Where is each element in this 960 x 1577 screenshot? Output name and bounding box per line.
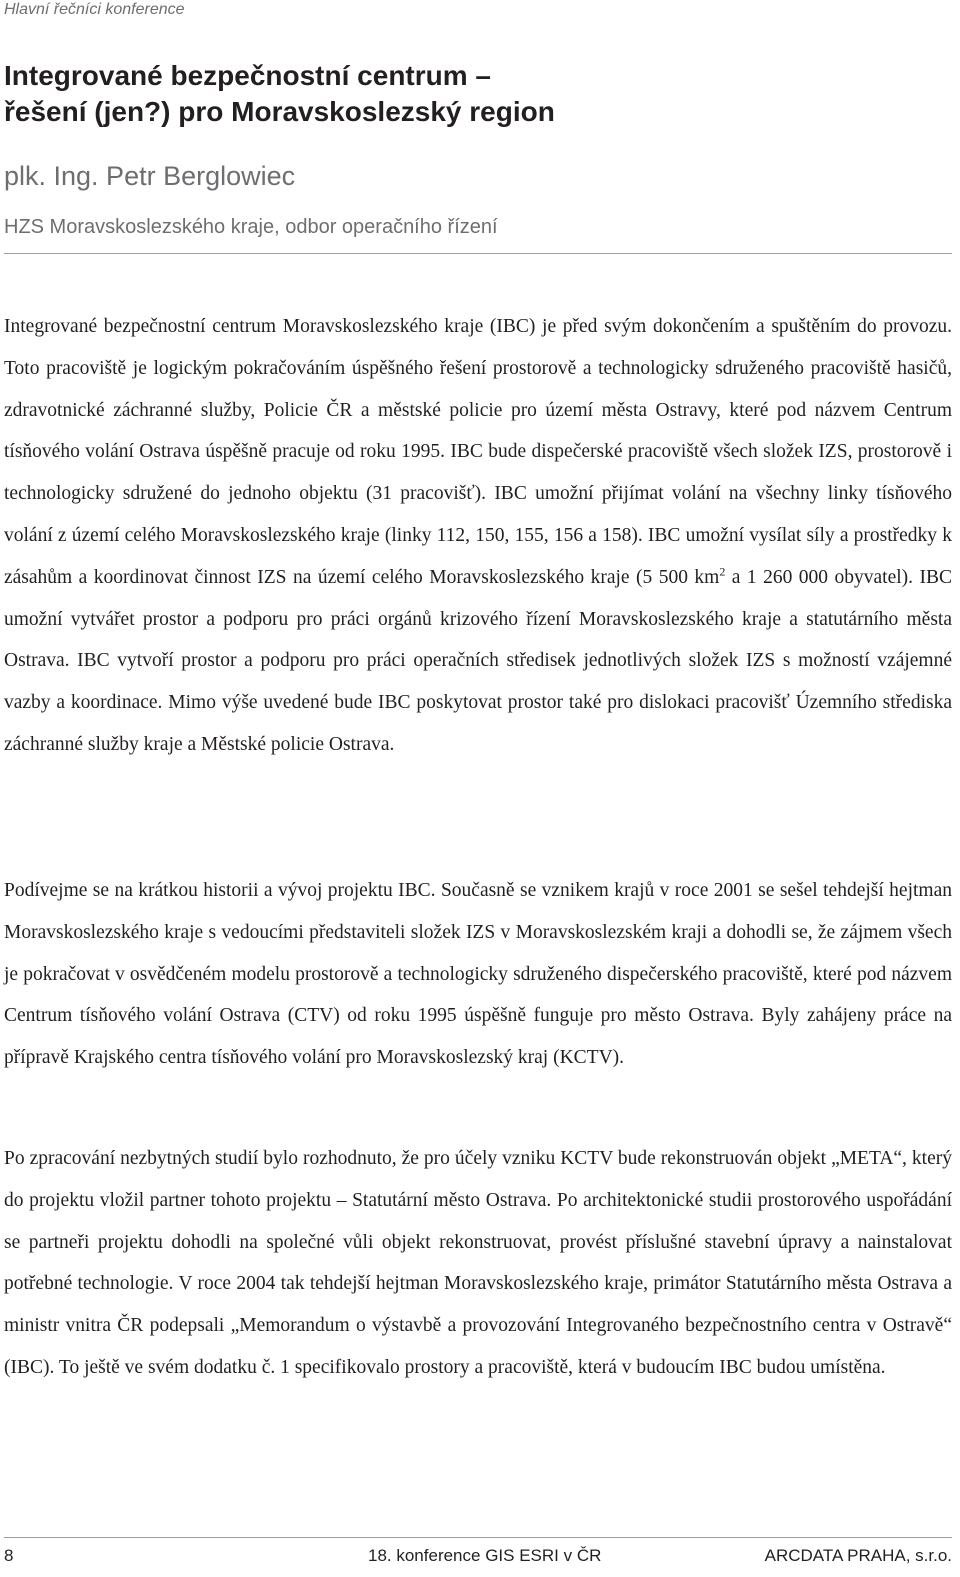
page-number: 8	[4, 1546, 14, 1565]
section-label: Hlavní řečníci konference	[4, 1, 185, 18]
footer-publisher: ARCDATA PRAHA, s.r.o.	[764, 1546, 952, 1565]
paragraph-2: Podívejme se na krátkou historii a vývoj projektu IBC. Současně se vznikem krajů v roce 2001 se sešel tehdejší hejtman Moravskoslezského kraje s vedoucími představiteli složek IZS v Moravskoslezském kraji a dohodli se, že zájmem všech je pokračovat v osvědčeném modelu prostorově a technologicky sdruženého dispečerského pracoviště, které pod názvem Centrum tísňového volání Ostrava (CTV) od roku 1995 úspěšně funguje pro město Ostrava. Byly zahájeny práce na přípravě Krajského centra tísňového volání pro Moravskoslezský kraj (KCTV).	[4, 880, 952, 1069]
header-divider	[4, 253, 952, 254]
author-name: plk. Ing. Petr Berglowiec	[4, 161, 296, 191]
page-title	[4, 58, 904, 130]
paragraph-3: Po zpracování nezbytných studií bylo rozhodnuto, že pro účely vzniku KCTV bude rekonstruován objekt „META“, který do projektu vložil partner tohoto projektu – Statutární město Ostrava. Po architektonické studii prostorového uspořádání se partneři projektu dohodli na společné vůli objekt rekonstruovat, provést příslušné stavební úpravy a nainstalovat potřebné technologie. V roce 2004 tak tehdejší hejtman Moravskoslezského kraje, primátor Statutárního města Ostrava a ministr vnitra ČR podepsali „Memorandum o výstavbě a provozování Integrovaného bezpečnostního centra v Ostravě“ (IBC). To ještě ve svém dodatku č. 1 specifikovalo prostory a pracoviště, která v budoucím IBC budou umístěna.	[4, 1148, 952, 1378]
author-affiliation: HZS Moravskoslezského kraje, odbor operačního řízení	[4, 216, 498, 238]
paragraph-1-text-b: a 1 260 000 obyvatel). IBC umožní vytvářet prostor a podporu pro práci orgánů krizového řízení Moravskoslezského kraje a statutárního města Ostrava. IBC vytvoří prostor a podporu pro práci operačních středisek jednotlivých složek IZS s možností vzájemné vazby a koordinace. Mimo výše uvedené bude IBC poskytovat prostor také pro dislokaci pracovišť Územního střediska záchranné služby kraje a Městské policie Ostrava.	[4, 566, 952, 755]
paragraph-1-text-a: Integrované bezpečnostní centrum Moravskoslezského kraje (IBC) je před svým dokončením a spuštěním do provozu. Toto pracoviště je logickým pokračováním úspěšného řešení prostorově a technologicky sdruženého pracoviště hasičů, zdravotnické záchranné služby, Policie ČR a městské policie pro území města Ostravy, které pod názvem Centrum tísňového volání Ostrava úspěšně pracuje od roku 1995. IBC bude dispečerské pracoviště všech složek IZS, prostorově i technologicky sdružené do jednoho objektu (31 pracovišť). IBC umožní přijímat volání na všechny linky tísňového volání z území celého Moravskoslezského kraje (linky 112, 150, 155, 156 a 158). IBC umožní vysílat síly a prostředky k zásahům a koordinovat činnost IZS na území celého Moravskoslezského kraje (5 500 km	[4, 316, 952, 588]
footer-divider	[4, 1537, 952, 1538]
title-line-2: řešení (jen?) pro Moravskoslezský region	[4, 96, 555, 127]
superscript-2: 2	[719, 564, 726, 579]
paragraph-1	[4, 306, 952, 766]
title-line-1: Integrované bezpečnostní centrum –	[4, 60, 491, 91]
footer-conference: 18. konference GIS ESRI v ČR	[368, 1546, 602, 1565]
